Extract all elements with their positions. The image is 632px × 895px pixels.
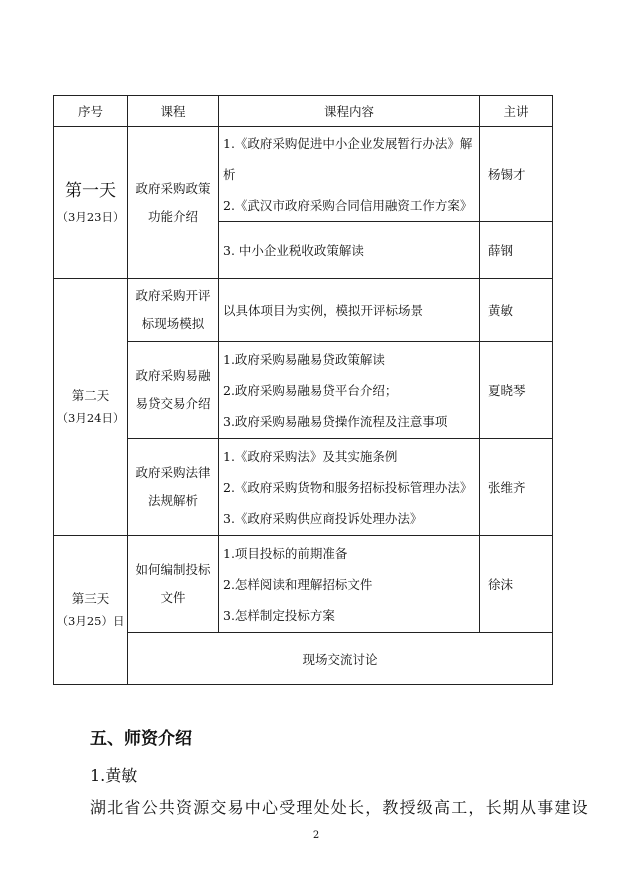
header-row — [54, 96, 553, 127]
header-seq: 序号 — [54, 96, 128, 127]
course-content — [219, 222, 480, 279]
table-row — [54, 342, 553, 439]
day-date: （3月23日） — [56, 209, 125, 224]
course-content — [219, 342, 480, 439]
day-date: （3月25）日 — [56, 613, 125, 628]
day-date: （3月24日） — [56, 410, 125, 425]
lecturer: 张维齐 — [480, 439, 553, 536]
header-lecturer: 主讲 — [480, 96, 553, 127]
day-cell — [54, 279, 128, 536]
course-name: 政府采购开评标现场模拟 — [128, 279, 219, 342]
table-row — [54, 536, 553, 633]
lecturer: 薛钢 — [480, 222, 553, 279]
section-subtitle: 1.黄敏 — [90, 766, 138, 785]
page-number: 2 — [312, 830, 320, 841]
content-line: 2.《政府采购货物和服务招标投标管理办法》 — [223, 479, 473, 495]
content-line: 3.怎样制定投标方案 — [223, 607, 335, 623]
content-line: 2.政府采购易融易贷平台介绍； — [223, 382, 398, 398]
course-content — [219, 127, 480, 222]
table-row — [54, 633, 553, 685]
course-name: 如何编制投标文件 — [128, 536, 219, 633]
day-cell — [54, 127, 128, 279]
course-content — [219, 536, 480, 633]
table-row — [54, 127, 553, 222]
day-label: 第一天 — [65, 181, 116, 202]
section-paragraph: 湖北省公共资源交易中心受理处处长，教授级高工，长期从事建设 — [90, 798, 589, 817]
course-content — [219, 439, 480, 536]
content-line: 3. 中小企业税收政策解读 — [223, 242, 364, 258]
lecturer: 夏晓琴 — [480, 342, 553, 439]
lecturer: 杨锡才 — [480, 127, 553, 222]
content-line: 3.《政府采购供应商投诉处理办法》 — [223, 510, 423, 526]
content-line: 2.《武汉市政府采购合同信用融资工作方案》 — [223, 197, 473, 213]
course-name: 政府采购易融易贷交易介绍 — [128, 342, 219, 439]
content-line: 3.政府采购易融易贷操作流程及注意事项 — [223, 413, 448, 429]
course-name: 政府采购政策功能介绍 — [128, 127, 219, 279]
content-line: 以具体项目为实例，模拟开评标场景 — [223, 302, 424, 318]
course-name: 政府采购法律法规解析 — [128, 439, 219, 536]
discussion-cell: 现场交流讨论 — [128, 633, 553, 685]
course-content — [219, 279, 480, 342]
day-label: 第三天 — [71, 591, 110, 606]
content-line: 1.《政府采购法》及其实施条例 — [223, 448, 398, 464]
content-line: 1.政府采购易融易贷政策解读 — [223, 351, 385, 367]
header-course: 课程 — [128, 96, 219, 127]
lecturer: 徐沫 — [480, 536, 553, 633]
content-line: 1.项目投标的前期准备 — [223, 545, 348, 561]
lecturer: 黄敏 — [480, 279, 553, 342]
content-line: 2.怎样阅读和理解招标文件 — [223, 576, 373, 592]
training-schedule-table — [53, 95, 553, 685]
header-content: 课程内容 — [219, 96, 480, 127]
content-line: 析 — [223, 166, 236, 182]
table-row — [54, 279, 553, 342]
day-cell — [54, 536, 128, 685]
section-title: 五、师资介绍 — [90, 729, 192, 749]
content-line: 1.《政府采购促进中小企业发展暂行办法》解 — [223, 135, 473, 151]
day-label: 第二天 — [71, 388, 110, 403]
table-row — [54, 439, 553, 536]
